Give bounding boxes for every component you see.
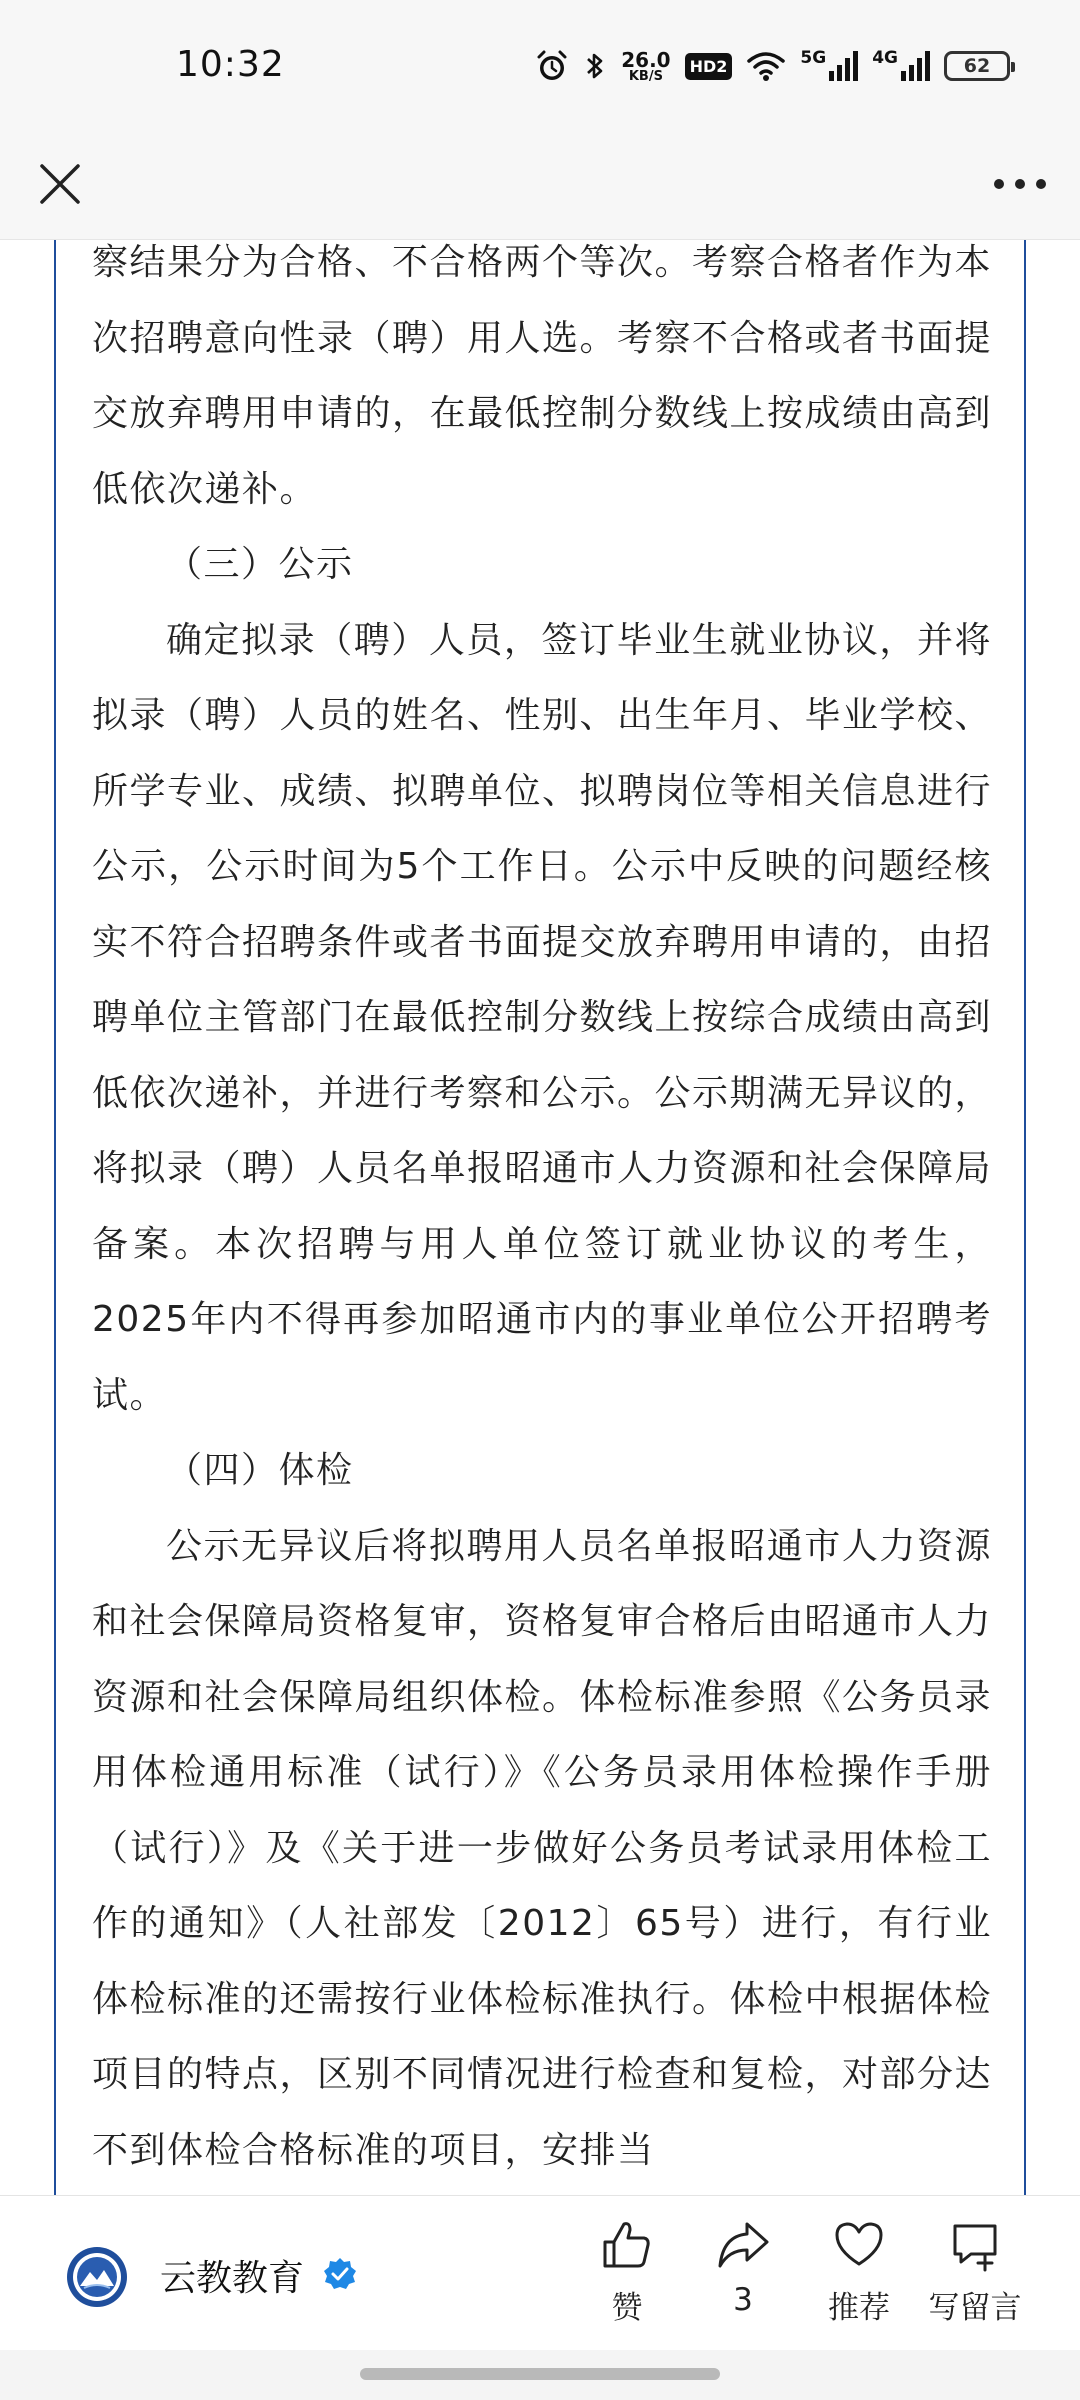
close-button[interactable] — [28, 152, 92, 216]
comment-icon — [947, 2216, 1003, 2272]
status-time: 10:32 — [176, 44, 285, 85]
account-name[interactable]: 云教教育 — [160, 2258, 305, 2299]
status-bar — [0, 0, 1080, 130]
verified-icon — [322, 2256, 358, 2292]
home-indicator[interactable] — [360, 2368, 720, 2380]
bottom-bar — [0, 2195, 1080, 2350]
bluetooth-icon — [583, 46, 607, 86]
more-button[interactable] — [988, 152, 1052, 216]
share-button[interactable] — [688, 2216, 798, 2336]
close-icon — [38, 162, 82, 206]
hd-badge — [685, 46, 733, 86]
net-speed-unit: KB/S — [628, 68, 663, 84]
net-speed-value: 26.0 — [621, 47, 671, 72]
net-label-4g: 4G — [872, 48, 898, 68]
article-body — [92, 240, 992, 2188]
wifi-icon — [746, 46, 786, 86]
section-heading-publicity: （三）公示 — [166, 544, 354, 585]
article-paragraph-2: 确定拟录（聘）人员，签订毕业生就业协议，并将拟录（聘）人员的姓名、性别、出生年月、毕业学校、所学专业、成绩、拟聘单位、拟聘岗位等相关信息进行公示，公示时间为5个工作日。公示中反映的问题经核实不符合招聘条件或者书面提交放弃聘用申请的，由招聘单位主管部门在最低控制分数线上按综合成绩由高到低依次递补，并进行考察和公示。公示期满无异议的，将拟录（聘）人员名单报昭通市人力资源和社会保障局备案。本次招聘与用人单位签订就业协议的考生，2025年内不得再参加昭通市内的事业单位公开招聘考试。 — [92, 619, 993, 1416]
account-logo-icon — [66, 2246, 128, 2308]
account-avatar[interactable] — [66, 2246, 128, 2308]
article-content[interactable] — [54, 240, 1026, 2195]
like-label: 赞 — [611, 2290, 643, 2326]
recommend-label: 推荐 — [828, 2290, 890, 2326]
network-speed — [621, 46, 670, 86]
section-heading-physical-exam: （四）体检 — [166, 1450, 354, 1491]
share-count: 3 — [733, 2282, 753, 2318]
heart-icon — [831, 2216, 887, 2272]
alarm-icon — [535, 46, 569, 86]
signal-4g-icon — [872, 46, 930, 86]
comment-button[interactable] — [920, 2216, 1030, 2336]
like-button[interactable] — [572, 2216, 682, 2336]
article-paragraph-1: 察结果分为合格、不合格两个等次。考察合格者作为本次招聘意向性录（聘）用人选。考察不合格或者书面提交放弃聘用申请的，在最低控制分数线上按成绩由高到低依次递补。 — [92, 242, 993, 510]
comment-label: 写留言 — [928, 2290, 1022, 2326]
net-label-5g: 5G — [800, 48, 827, 68]
article-paragraph-3: 公示无异议后将拟聘用人员名单报昭通市人力资源和社会保障局资格复审，资格复审合格后由昭通市人力资源和社会保障局组织体检。体检标准参照《公务员录用体检通用标准（试行）》《公务员录用体检操作手册（试行）》及《关于进一步做好公务员考试录用体检工作的通知》（人社部发〔2012〕65号）进行，有行业体检标准的还需按行业体检标准执行。体检中根据体检项目的特点，区别不同情况进行检查和复检，对部分达不到体检合格标准的项目，安排当 — [92, 1525, 993, 2171]
battery-icon — [944, 46, 1010, 86]
thumbs-up-icon — [599, 2216, 655, 2272]
recommend-button[interactable] — [804, 2216, 914, 2336]
share-icon — [715, 2216, 771, 2272]
more-icon — [992, 177, 1048, 191]
nav-bar — [0, 130, 1080, 240]
hd-label: HD2 — [685, 53, 733, 80]
battery-level: 62 — [944, 51, 1010, 81]
status-icons — [535, 46, 1010, 86]
signal-5g-icon — [800, 46, 858, 86]
